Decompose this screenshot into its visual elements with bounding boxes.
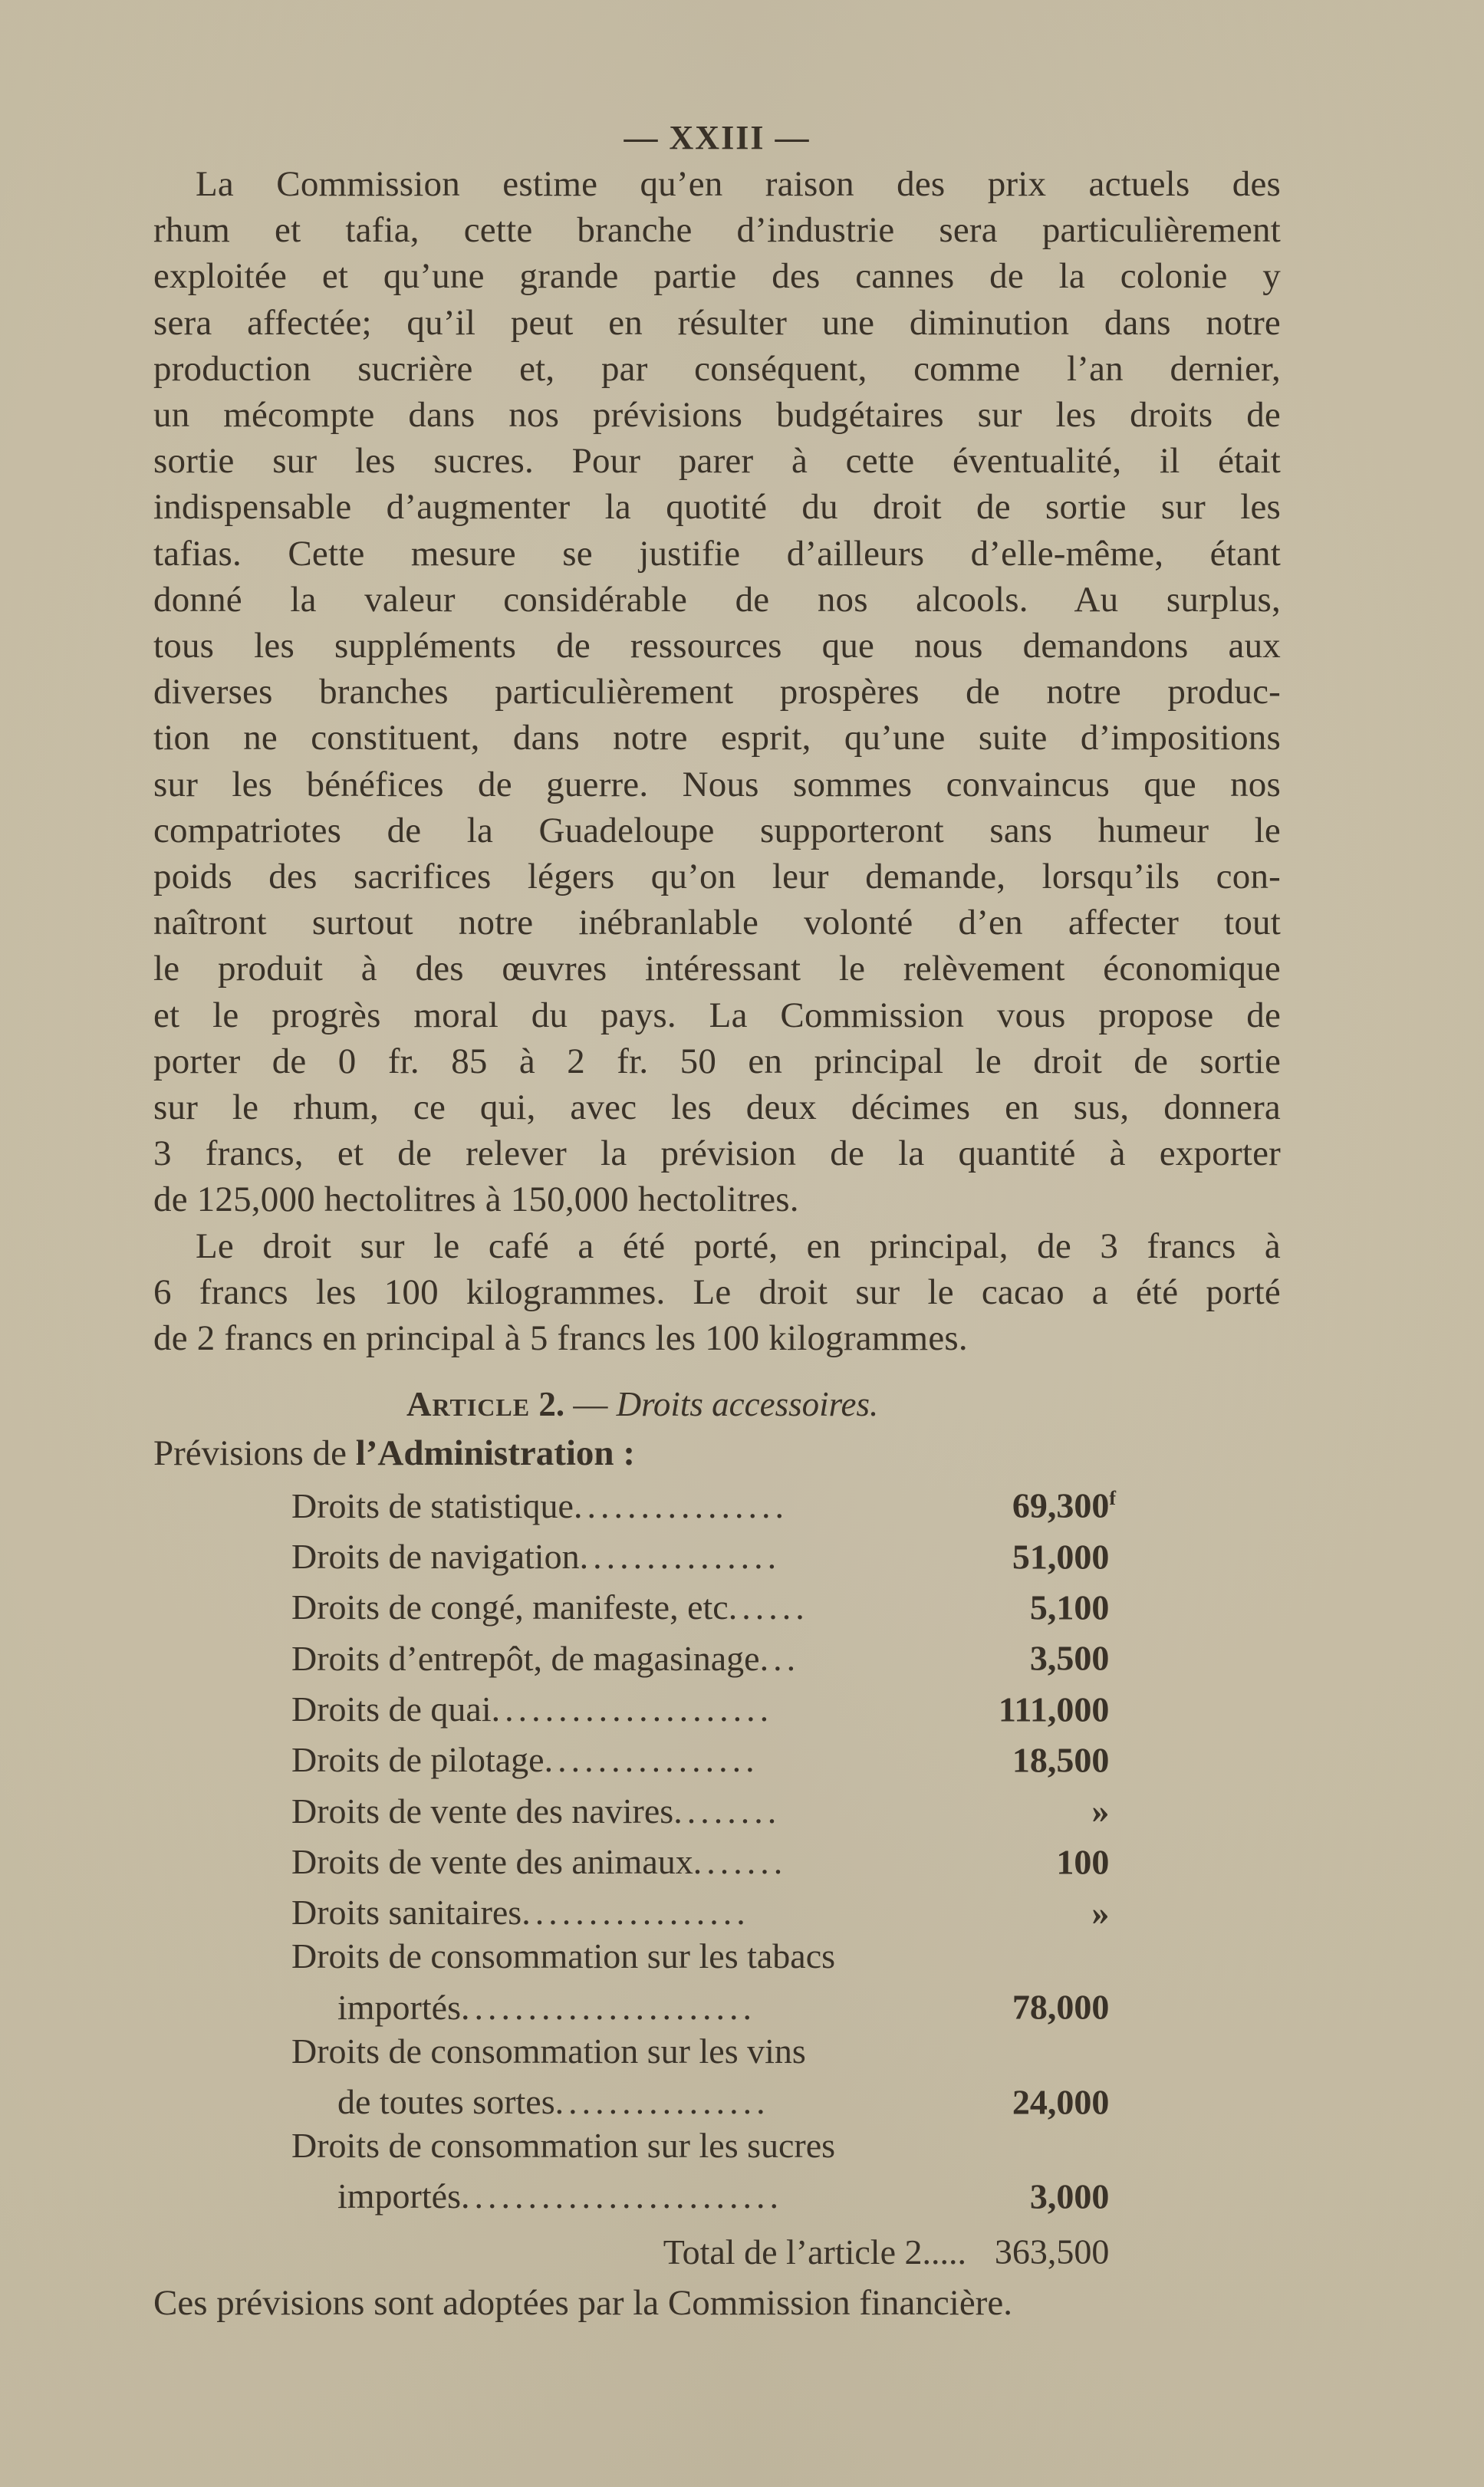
ledger-row bbox=[291, 1680, 1116, 1731]
ledger-row bbox=[291, 2167, 1116, 2218]
ledger-amount: 78,000 bbox=[1012, 1987, 1110, 2027]
ledger-label: Droits d’entrepôt, de magasinage bbox=[291, 1638, 760, 1678]
ledger-amount: 51,000 bbox=[1012, 1536, 1110, 1576]
ledger-label-continuation: importés bbox=[337, 2176, 461, 2216]
ledger-label: Droits de quai bbox=[291, 1689, 492, 1729]
leader-dots: ................ bbox=[573, 1485, 788, 1525]
ledger-label: Droits de consommation sur les sucres bbox=[291, 2125, 836, 2165]
ledger-label: Droits de pilotage bbox=[291, 1740, 545, 1780]
ledger-row bbox=[291, 1731, 1116, 1781]
article-label: Article bbox=[406, 1385, 531, 1424]
text-line: et le progrès moral du pays. La Commission vous propose de bbox=[153, 995, 1281, 1035]
ledger-label: Droits de consommation sur les tabacs bbox=[291, 1936, 836, 1976]
text-line: sur les bénéfices de guerre. Nous sommes convaincus que nos bbox=[153, 764, 1281, 804]
ledger-table bbox=[291, 1476, 1116, 2273]
ledger-label: Droits de vente des animaux bbox=[291, 1841, 693, 1881]
article-dash: — bbox=[564, 1385, 617, 1424]
conclusion-text: Ces prévisions sont adoptées par la Commission financière. bbox=[153, 2282, 1012, 2323]
leader-dots: ........................ bbox=[460, 2176, 783, 2216]
total-label: Total de l’article 2..... bbox=[663, 2232, 966, 2272]
ledger-row bbox=[291, 1629, 1116, 1679]
text-line: Le droit sur le café a été porté, en principal, de 3 francs à bbox=[196, 1225, 1281, 1266]
leader-dots: ... bbox=[759, 1638, 801, 1678]
text-line: le produit à des œuvres intéressant le relèvement économique bbox=[153, 949, 1281, 989]
ledger-amount: 24,000 bbox=[1012, 2081, 1110, 2121]
ledger-total-row bbox=[291, 2218, 1116, 2273]
text-line: naîtront surtout notre inébranlable volonté d’en affecter tout bbox=[153, 903, 1281, 943]
leader-dots: ..................... bbox=[491, 1689, 774, 1729]
page-number: — XXIII — bbox=[624, 119, 811, 156]
text-line: donné la valeur considérable de nos alcools. Au surplus, bbox=[153, 579, 1281, 620]
text-line: sur le rhum, ce qui, avec les deux décimes en sus, donnera bbox=[153, 1087, 1281, 1128]
leader-dots: ................ bbox=[544, 1740, 759, 1780]
text-line: production sucrière et, par conséquent, comme l’an dernier, bbox=[153, 348, 1281, 389]
ledger-amount: 18,500 bbox=[1012, 1740, 1110, 1780]
text-line: exploitée et qu’une grande partie des cannes de la colonie y bbox=[153, 256, 1281, 297]
text-line: de 125,000 hectolitres à 150,000 hectolitres. bbox=[153, 1179, 799, 1220]
paragraph-rum-tafia bbox=[153, 161, 1281, 1223]
leader-dots: ........ bbox=[673, 1791, 781, 1831]
ledger-amount: 3,000 bbox=[1029, 2176, 1110, 2216]
text-line: compatriotes de la Guadeloupe supporteront sans humeur le bbox=[153, 810, 1281, 850]
leader-dots: ....... bbox=[693, 1841, 788, 1881]
article-title: Droits accessoires. bbox=[616, 1385, 879, 1424]
ledger-label: Droits de statistique bbox=[291, 1485, 574, 1525]
text-line: un mécompte dans nos prévisions budgétaires sur les droits de bbox=[153, 395, 1281, 436]
ledger-amount: 100 bbox=[1056, 1841, 1110, 1881]
previsions-heading bbox=[153, 1430, 1281, 1476]
article-number: 2. bbox=[538, 1385, 565, 1424]
text-line: tous les suppléments de ressources que nous demandons aux bbox=[153, 626, 1281, 666]
leader-dots: ................ bbox=[554, 2081, 770, 2121]
ledger-row bbox=[291, 1883, 1116, 1934]
text-line: tafias. Cette mesure se justifie d’ailleurs d’elle-même, étant bbox=[153, 533, 1281, 574]
ledger-label: Droits de congé, manifeste, etc bbox=[291, 1587, 729, 1627]
text-line: porter de 0 fr. 85 à 2 fr. 50 en principal le droit de sortie bbox=[153, 1041, 1281, 1081]
ledger-row bbox=[291, 2073, 1116, 2123]
text-line: La Commission estime qu’en raison des prix actuels des bbox=[196, 164, 1281, 204]
text-line: sortie sur les sucres. Pour parer à cette éventualité, il était bbox=[153, 441, 1281, 482]
ledger-amount: 69,300$^f$ bbox=[1012, 1485, 1116, 1525]
ledger-label: Droits sanitaires bbox=[291, 1893, 522, 1933]
leader-dots: ................. bbox=[522, 1893, 750, 1933]
text-line: sera affectée; qu’il peut en résulter une diminution dans notre bbox=[153, 302, 1281, 343]
ledger-label: Droits de navigation bbox=[291, 1536, 580, 1576]
text-line: de 2 francs en principal à 5 francs les 100 kilogrammes. bbox=[153, 1318, 968, 1359]
previsions-administration: l’Administration : bbox=[355, 1433, 635, 1474]
ledger-row-label bbox=[291, 2029, 1116, 2073]
franc-unit: f bbox=[1109, 1487, 1116, 1510]
article-heading bbox=[153, 1381, 1281, 1427]
previsions-prefix: Prévisions de bbox=[153, 1433, 356, 1474]
document-page bbox=[153, 115, 1281, 2326]
text-line: 3 francs, et de relever la prévision de la quantité à exporter bbox=[153, 1133, 1281, 1174]
ledger-row bbox=[291, 1833, 1116, 1883]
ledger-row bbox=[291, 1528, 1116, 1578]
text-line: indispensable d’augmenter la quotité du droit de sortie sur les bbox=[153, 487, 1281, 528]
leader-dots: ...... bbox=[728, 1587, 809, 1627]
ledger-label-continuation: importés bbox=[337, 1987, 461, 2027]
ledger-label-continuation: de toutes sortes bbox=[337, 2081, 555, 2121]
paragraph-coffee-cocoa bbox=[153, 1223, 1281, 1362]
ledger-amount: » bbox=[1091, 1791, 1110, 1831]
ledger-row bbox=[291, 1978, 1116, 2028]
leader-dots: ............... bbox=[579, 1536, 781, 1576]
leader-dots: ...................... bbox=[460, 1987, 756, 2027]
ledger-row bbox=[291, 1781, 1116, 1832]
ledger-amount: » bbox=[1091, 1893, 1110, 1933]
ledger-amount: 3,500 bbox=[1029, 1638, 1110, 1678]
ledger-amount: 111,000 bbox=[998, 1689, 1110, 1729]
ledger-row bbox=[291, 1476, 1116, 1527]
text-line: diverses branches particulièrement prospères de notre produc- bbox=[153, 672, 1281, 712]
ledger-row bbox=[291, 1578, 1116, 1629]
ledger-amount: 5,100 bbox=[1029, 1587, 1110, 1627]
text-line: 6 francs les 100 kilogrammes. Le droit sur le cacao a été porté bbox=[153, 1271, 1281, 1312]
text-line: rhum et tafia, cette branche d’industrie sera particulièrement bbox=[153, 210, 1281, 251]
text-line: poids des sacrifices légers qu’on leur demande, lorsqu’ils con- bbox=[153, 857, 1281, 897]
ledger-row-label bbox=[291, 2123, 1116, 2167]
ledger-label: Droits de consommation sur les vins bbox=[291, 2031, 806, 2071]
total-amount: 363,500 bbox=[994, 2232, 1110, 2272]
text-line: tion ne constituent, dans notre esprit, qu’une suite d’impositions bbox=[153, 718, 1281, 758]
ledger-row-label bbox=[291, 1934, 1116, 1978]
ledger-label: Droits de vente des navires bbox=[291, 1791, 674, 1831]
